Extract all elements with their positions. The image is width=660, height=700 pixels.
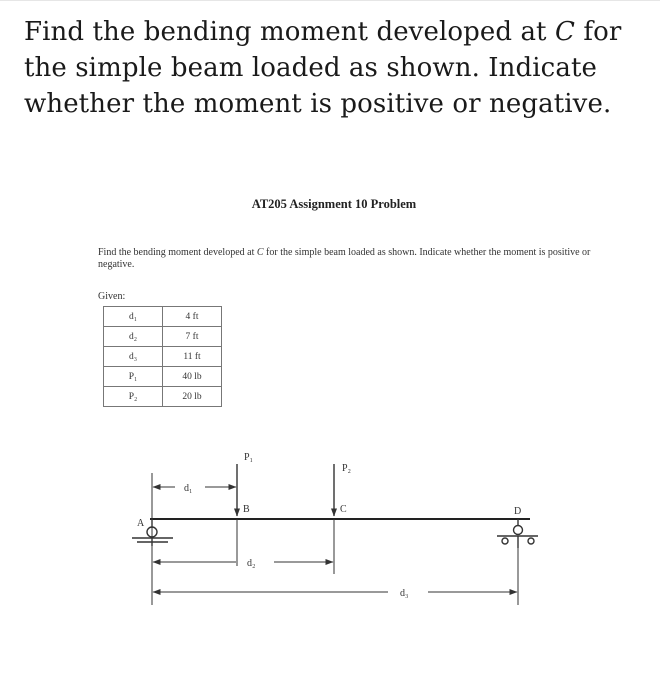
given-value: 11 ft <box>163 347 222 367</box>
roller-support-d <box>497 519 538 548</box>
label-d2: d₂ <box>247 558 256 569</box>
label-p1: P₁ <box>244 452 254 463</box>
given-value: 4 ft <box>163 307 222 327</box>
given-label: Given: <box>98 291 126 302</box>
label-c: C <box>340 504 347 515</box>
problem-part1: Find the bending moment developed at <box>98 247 257 258</box>
problem-part2: for the simple beam loaded as shown. Indicate whether the moment is positive or negative. <box>98 247 591 270</box>
problem-point-c: C <box>256 247 264 258</box>
label-a: A <box>137 518 145 529</box>
given-value: 40 lb <box>163 367 222 387</box>
question-part1: Find the bending moment developed at <box>24 17 555 47</box>
given-var: d₂ <box>104 327 163 347</box>
given-value: 7 ft <box>163 327 222 347</box>
label-d1: d₁ <box>184 483 193 494</box>
given-var: P₁ <box>104 367 163 387</box>
label-d: D <box>514 506 522 517</box>
given-var: d₁ <box>104 307 163 327</box>
given-var: d₃ <box>104 347 163 367</box>
question-part2: for the simple beam loaded as shown. Indicate whether the moment is positive or negative. <box>24 17 622 119</box>
label-p2: P₂ <box>342 463 352 474</box>
label-b: B <box>243 504 250 515</box>
assignment-title: AT205 Assignment 10 Problem <box>251 197 417 211</box>
label-d3: d₃ <box>400 588 409 599</box>
given-var: P₂ <box>104 387 163 407</box>
given-value: 20 lb <box>163 387 222 407</box>
question-point-c: C <box>554 17 575 47</box>
